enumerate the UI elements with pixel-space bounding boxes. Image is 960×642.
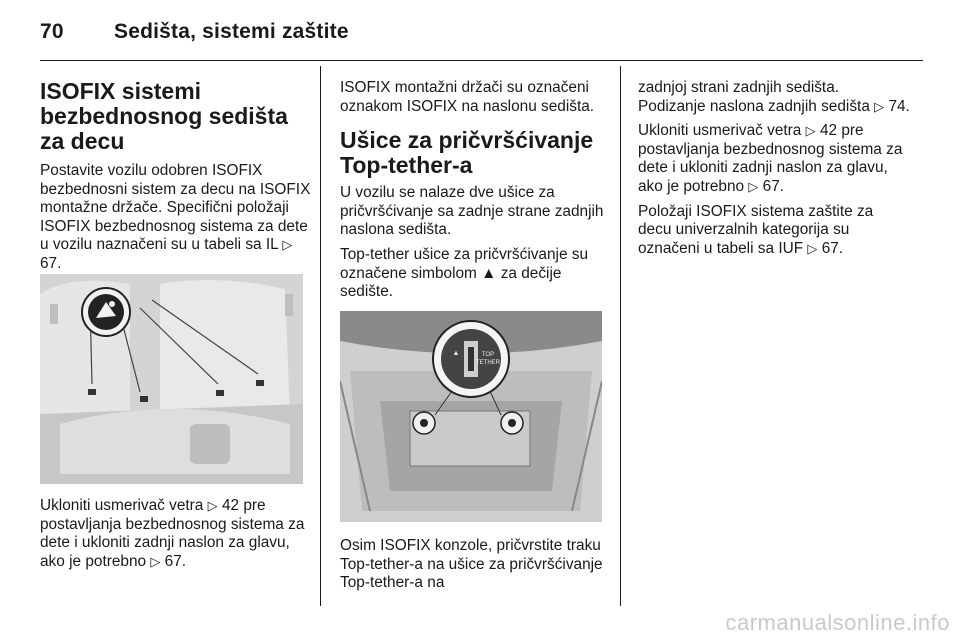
xref-arrow-icon[interactable]: ▷ — [807, 240, 818, 256]
column-divider-1 — [320, 66, 321, 606]
column-1-lower — [40, 497, 312, 577]
isofix-seat-illustration — [40, 274, 303, 484]
top-tether-trunk-illustration — [340, 311, 602, 522]
header-rule — [40, 60, 923, 61]
xref-arrow-icon[interactable]: ▷ — [748, 178, 759, 194]
column-2 — [340, 79, 608, 308]
iuf-text: Položaji ISOFIX sistema zaštite za decu univerzalnih kategorija su označeni u tabeli sa IUF — [638, 202, 874, 257]
isofix-console-paragraph: Osim ISOFIX konzole, pričvrstite traku Top-tether-a na ušice za pričvršćivanje Top-tether-a na — [340, 537, 603, 592]
seatback-paragraph — [638, 79, 910, 116]
xref-arrow-icon[interactable]: ▷ — [874, 98, 885, 114]
xref-arrow-icon[interactable]: ▷ — [805, 123, 816, 139]
tether-label-top: TOP — [481, 352, 495, 358]
top-tether-paragraph-1: U vozilu se nalaze dve ušice za pričvršćivanje sa zadnje strane zadnjih naslona sedišta. — [340, 184, 604, 239]
watermark: carmanualsonline.info — [725, 610, 950, 635]
top-tether-text-1: Top-tether ušice za pričvršćivanje su označene simbolom — [340, 245, 589, 282]
isofix-paragraph — [40, 162, 312, 274]
wind-deflector-paragraph — [40, 497, 312, 571]
isofix-marking-paragraph: ISOFIX montažni držači su označeni oznakom ISOFIX na naslonu sedišta. — [340, 79, 595, 115]
xref-arrow-icon[interactable]: ▷ — [207, 498, 218, 513]
xref-page[interactable]: 67. — [40, 254, 62, 272]
column-1 — [40, 79, 312, 280]
tether-label-bottom: TETHER — [476, 360, 500, 366]
column-divider-2 — [620, 66, 621, 606]
page-number: 70 — [40, 20, 64, 43]
wind-deflector-paragraph-2 — [638, 122, 910, 196]
wind-deflector-text-2: pre postavljanja bezbednosnog sistema za dete i ukloniti zadnji naslon za glavu, ako je potrebno — [40, 497, 305, 570]
xref-arrow-icon[interactable]: ▷ — [150, 553, 161, 569]
xref-page[interactable]: 67. — [164, 552, 187, 570]
xref-page[interactable]: 67. — [821, 239, 844, 257]
isofix-paragraph-text: Postavite vozilu odobren ISOFIX bezbednosni sistem za decu na ISOFIX montažne držače. Specifični položaji ISOFIX bezbednosnog sistema za dete u vozilu naznačeni su u tabeli sa IL — [40, 162, 311, 254]
isofix-heading: ISOFIX sistemi bezbednosnog sedišta za decu — [40, 78, 288, 154]
wind-deflector-text-4: pre postavljanja bezbednosnog sistema za dete i ukloniti zadnji naslon za glavu, ako je potrebno — [638, 122, 903, 195]
column-2-lower — [340, 537, 608, 599]
xref-arrow-icon[interactable]: ▷ — [282, 237, 293, 253]
top-tether-heading: Ušice za pričvršćivanje Top-tether-a — [340, 127, 594, 179]
iuf-paragraph — [638, 203, 910, 259]
xref-page[interactable]: 74. — [888, 97, 910, 115]
top-tether-text-2: za dečije sedište. — [340, 264, 562, 301]
seatback-text: zadnjoj strani zadnjih sedišta. Podizanje naslona zadnjih sedišta — [638, 79, 870, 115]
xref-page[interactable]: 67. — [762, 177, 785, 195]
xref-page[interactable]: 42 — [819, 122, 838, 140]
section-title: Sedišta, sistemi zaštite — [114, 20, 349, 43]
column-3 — [638, 79, 910, 264]
child-seat-icon: ▲ — [481, 264, 497, 282]
svg-text:▲: ▲ — [452, 350, 460, 357]
top-tether-paragraph-2 — [340, 246, 608, 302]
xref-page[interactable]: 42 — [221, 497, 240, 514]
wind-deflector-text-1: Ukloniti usmerivač vetra — [40, 497, 204, 514]
wind-deflector-text-3: Ukloniti usmerivač vetra — [638, 122, 802, 140]
